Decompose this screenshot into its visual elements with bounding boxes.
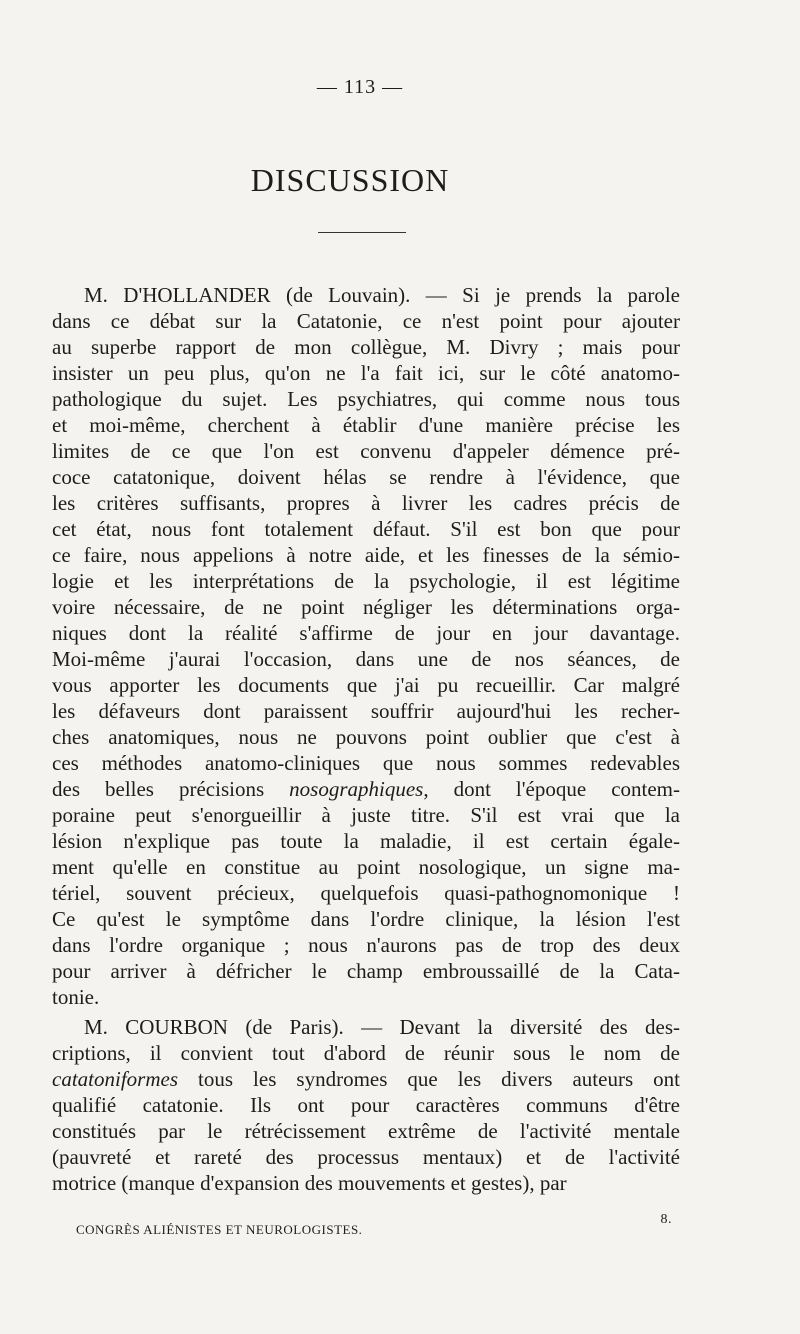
text-line: les critères suffisants, propres à livrer les cadres précis de [52, 491, 680, 515]
text-line: qualifié catatonie. Ils ont pour caractères communs d'être [52, 1093, 680, 1117]
text-line: et moi-même, cherchent à établir d'une manière précise les [52, 413, 680, 437]
text-line: insister un peu plus, qu'on ne l'a fait ici, sur le côté anatomo- [52, 361, 680, 385]
text-line: logie et les interprétations de la psychologie, il est légitime [52, 569, 680, 593]
text-line: catatoniformes tous les syndromes que les divers auteurs ont [52, 1067, 680, 1091]
page-footer [76, 1212, 680, 1238]
text-line: lésion n'explique pas toute la maladie, il est certain égale- [52, 829, 680, 853]
paragraph-courbon [52, 1014, 680, 1196]
text-line: dans l'ordre organique ; nous n'aurons pas de trop des deux [52, 933, 680, 957]
text-line: Ce qu'est le symptôme dans l'ordre clinique, la lésion l'est [52, 907, 680, 931]
text-line: motrice (manque d'expansion des mouvements et gestes), par [52, 1171, 567, 1195]
text-line: M. COURBON (de Paris). — Devant la diversité des des- [84, 1015, 680, 1039]
section-title: DISCUSSION [250, 162, 450, 198]
footer-signature: CONGRÈS ALIÉNISTES ET NEUROLOGISTES. [76, 1222, 363, 1237]
text-line: (pauvreté et rareté des processus mentaux) et de l'activité [52, 1145, 680, 1169]
text-line: pathologique du sujet. Les psychiatres, qui comme nous tous [52, 387, 680, 411]
paragraph-dhollander [52, 282, 680, 1010]
text-line: ment qu'elle en constitue au point nosologique, un signe ma- [52, 855, 680, 879]
text-line: limites de ce que l'on est convenu d'appeler démence pré- [52, 439, 680, 463]
text-line: dans ce débat sur la Catatonie, ce n'est point pour ajouter [52, 309, 680, 333]
text-line: constitués par le rétrécissement extrême de l'activité mentale [52, 1119, 680, 1143]
text-line: voire nécessaire, de ne point négliger les déterminations orga- [52, 595, 680, 619]
text-line: au superbe rapport de mon collègue, M. Divry ; mais pour [52, 335, 680, 359]
footer-sheet-number: 8. [660, 1212, 672, 1227]
text-line: les défaveurs dont paraissent souffrir aujourd'hui les recher- [52, 699, 680, 723]
text-line: M. D'HOLLANDER (de Louvain). — Si je prends la parole [84, 283, 680, 307]
text-line: niques dont la réalité s'affirme de jour en jour davantage. [52, 621, 680, 645]
text-line: des belles précisions nosographiques, dont l'époque contem- [52, 777, 680, 801]
text-line: coce catatonique, doivent hélas se rendre à l'évidence, que [52, 465, 680, 489]
text-line: criptions, il convient tout d'abord de réunir sous le nom de [52, 1041, 680, 1065]
text-line: cet état, nous font totalement défaut. S'il est bon que pour [52, 517, 680, 541]
text-line: tonie. [52, 985, 100, 1009]
text-line: pour arriver à défricher le champ embroussaillé de la Cata- [52, 959, 680, 983]
page-number: — 113 — [316, 76, 404, 98]
title-divider [318, 232, 406, 233]
text-line: ches anatomiques, nous ne pouvons point oublier que c'est à [52, 725, 680, 749]
text-line: ce faire, nous appelions à notre aide, et les finesses de la sémio- [52, 543, 680, 567]
text-line: vous apporter les documents que j'ai pu recueillir. Car malgré [52, 673, 680, 697]
text-line: ces méthodes anatomo-cliniques que nous sommes redevables [52, 751, 680, 775]
text-line: tériel, souvent précieux, quelquefois quasi-pathognomonique ! [52, 881, 680, 905]
text-line: poraine peut s'enorgueillir à juste titre. S'il est vrai que la [52, 803, 680, 827]
text-line: Moi-même j'aurai l'occasion, dans une de nos séances, de [52, 647, 680, 671]
